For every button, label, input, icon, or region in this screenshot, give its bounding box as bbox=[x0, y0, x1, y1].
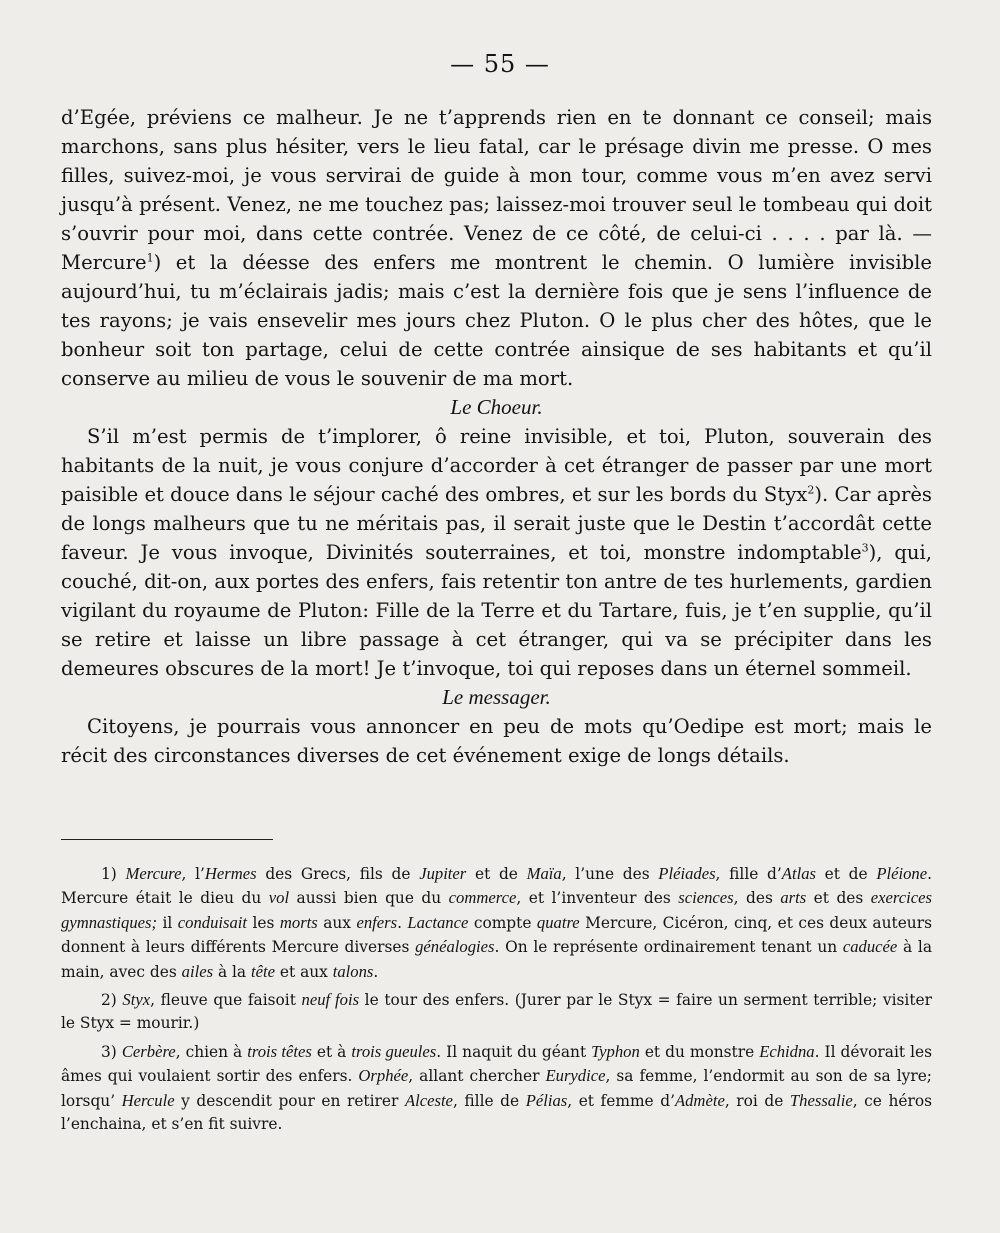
paragraph-chorus: S’il m’est permis de t’implorer, ô reine invisible, et toi, Pluton, souverain des habitants de la nuit, je vous conjure d’accorder à cet étranger de passer par une mort paisible et douce dans le séjour caché des ombres, et sur les bords du Styx$^2$). Car après de longs malheurs que tu ne méritais pas, il serait juste que le Destin t’accordât cette faveur. Je vous invoque, Divinités souterraines, et toi, monstre indomptable$^3$), qui, couché, dit-on, aux portes des enfers, fais retentir ton antre de tes hurlements, gardien vigilant du royaume de Pluton: Fille de la Terre et du Tartare, fuis, je t’en supplie, qu’il se retire et laisse un libre passage à cet étranger, qui va se précipiter dans les demeures obscures de la mort! Je t’invoque, toi qui reposes dans un éternel sommeil. bbox=[61, 425, 932, 680]
footnote-ref-1: 1 bbox=[146, 251, 154, 265]
footnotes bbox=[61, 862, 932, 1140]
footnote-ref-2: 2 bbox=[807, 483, 815, 497]
footnote-1: 1) Mercure, l’Hermes des Grecs, fils de Jupiter et de Maïa, l’une des Pléiades, fille d’Atlas et de Pléione. Mercure était le dieu du vol aussi bien que du commerce, et l’inventeur des sciences, des arts et des exercices gymnastiques; il conduisait les morts aux enfers. Lactance compte quatre Mercure, Cicéron, cinq, et ces deux auteurs donnent à leurs différents Mercure diverses généalogies. On le représente ordinairement tenant un caducée à la main, avec des ailes à la tête et aux talons. bbox=[61, 864, 933, 981]
footnote-2: 2) Styx, fleuve que faisoit neuf fois le tour des enfers. (Jurer par le Styx = faire un serment terrible; visiter le Styx = mourir.) bbox=[61, 990, 932, 1033]
paragraph-oedipus: d’Egée, préviens ce malheur. Je ne t’apprends rien en te donnant ce conseil; mais marchons, sans plus hésiter, vers le lieu fatal, car le présage divin me presse. O mes filles, suivez-moi, je vous servirai de guide à mon tour, comme vous m’en avez servi jusqu’à présent. Venez, ne me touchez pas; laissez-moi trouver seul le tombeau qui doit s’ouvrir pour moi, dans cette contrée. Venez de ce côté, de celui-ci . . . . par là. — Mercure$^1$) et la déesse des enfers me montrent le chemin. O lumière invisible aujourd’hui, tu m’éclairais jadis; mais c’est la dernière fois que je sens l’influence de tes rayons; je vais ensevelir mes jours chez Pluton. O le plus cher des hôtes, que le bonheur soit ton partage, celui de cette contrée ainsique de ses habitants et qu’il conserve au milieu de vous le souvenir de ma mort. bbox=[61, 106, 932, 390]
speaker-chorus: Le Choeur. bbox=[450, 395, 543, 419]
page-number: — 55 — bbox=[450, 50, 550, 78]
footnote-ref-3: 3 bbox=[861, 541, 869, 555]
footnote-3: 3) Cerbère, chien à trois têtes et à trois gueules. Il naquit du géant Typhon et du monstre Echidna. Il dévorait les âmes qui voulaient sortir des enfers. Orphée, allant chercher Eurydice, sa femme, l’endormit au son de sa lyre; lorsqu’ Hercule y descendit pour en retirer Alceste, fille de Pélias, et femme d’Admète, roi de Thessalie, ce héros l’enchaina, et s’en fit suivre. bbox=[61, 1041, 933, 1134]
paragraph-messenger: Citoyens, je pourrais vous annoncer en peu de mots qu’Oedipe est mort; mais le récit des circonstances diverses de cet événement exige de longs détails. bbox=[61, 715, 932, 767]
footnote-divider bbox=[61, 839, 273, 840]
main-text bbox=[61, 103, 932, 770]
speaker-messenger: Le messager. bbox=[442, 685, 551, 709]
